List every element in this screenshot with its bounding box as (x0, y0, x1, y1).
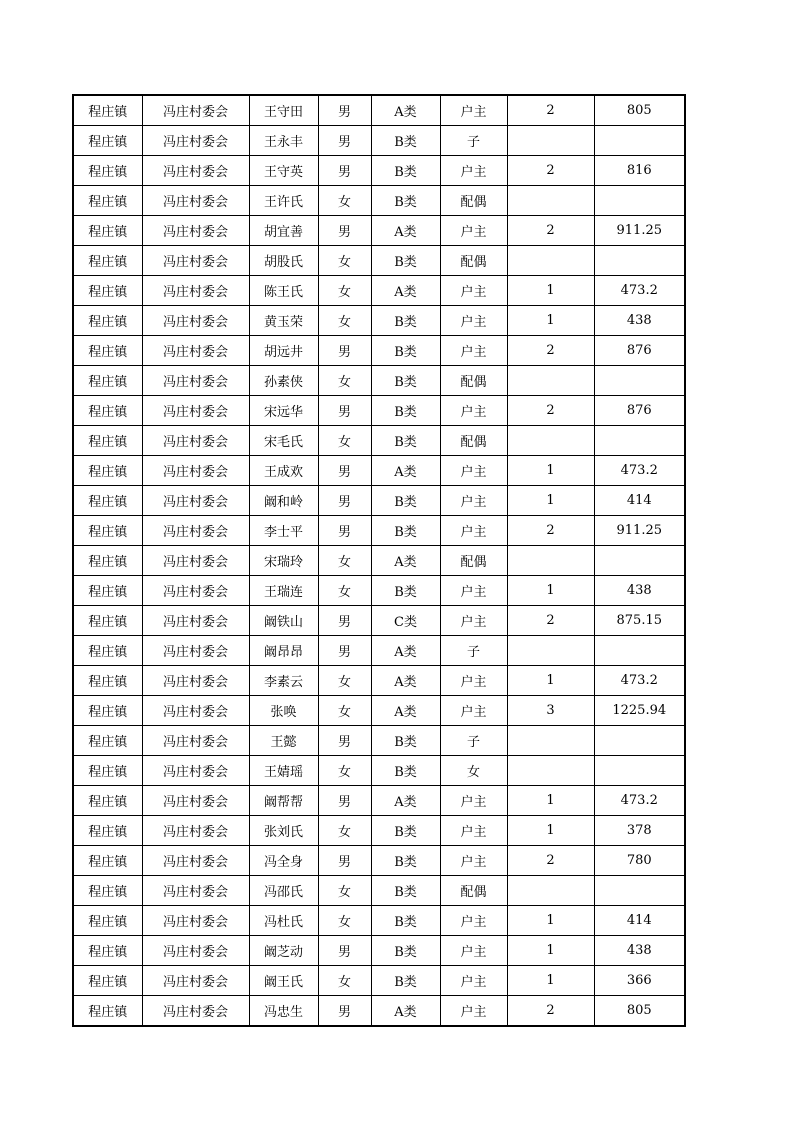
table-row (73, 95, 685, 126)
amount-cell: 911.25 (594, 216, 685, 246)
household-size-cell: 2 (507, 606, 594, 636)
category-cell: B类 (371, 876, 440, 906)
category-cell: A类 (371, 216, 440, 246)
amount-cell: 876 (594, 336, 685, 366)
town-cell: 程庄镇 (73, 456, 142, 486)
name-cell: 王守英 (249, 156, 318, 186)
village-cell: 冯庄村委会 (142, 786, 249, 816)
name-cell: 宋远华 (249, 396, 318, 426)
table-row (73, 216, 685, 246)
category-cell: B类 (371, 966, 440, 996)
relation-cell: 户主 (440, 996, 507, 1027)
town-cell: 程庄镇 (73, 816, 142, 846)
town-cell: 程庄镇 (73, 966, 142, 996)
category-cell: B类 (371, 516, 440, 546)
relation-cell: 户主 (440, 786, 507, 816)
town-cell: 程庄镇 (73, 156, 142, 186)
gender-cell: 女 (318, 756, 371, 786)
amount-cell (594, 636, 685, 666)
village-cell: 冯庄村委会 (142, 246, 249, 276)
amount-cell: 378 (594, 816, 685, 846)
relation-cell: 配偶 (440, 246, 507, 276)
household-size-cell (507, 756, 594, 786)
gender-cell: 男 (318, 846, 371, 876)
town-cell: 程庄镇 (73, 546, 142, 576)
category-cell: A类 (371, 786, 440, 816)
relation-cell: 配偶 (440, 366, 507, 396)
category-cell: B类 (371, 246, 440, 276)
amount-cell: 875.15 (594, 606, 685, 636)
village-cell: 冯庄村委会 (142, 396, 249, 426)
category-cell: C类 (371, 606, 440, 636)
household-size-cell (507, 246, 594, 276)
name-cell: 李士平 (249, 516, 318, 546)
table-row (73, 546, 685, 576)
village-cell: 冯庄村委会 (142, 516, 249, 546)
gender-cell: 男 (318, 156, 371, 186)
table-row (73, 306, 685, 336)
gender-cell: 女 (318, 666, 371, 696)
category-cell: A类 (371, 456, 440, 486)
household-size-cell: 1 (507, 786, 594, 816)
amount-cell: 876 (594, 396, 685, 426)
gender-cell: 男 (318, 726, 371, 756)
category-cell: B类 (371, 366, 440, 396)
gender-cell: 男 (318, 456, 371, 486)
table-row (73, 396, 685, 426)
gender-cell: 女 (318, 696, 371, 726)
household-size-cell: 1 (507, 936, 594, 966)
table-row (73, 726, 685, 756)
relation-cell: 配偶 (440, 546, 507, 576)
category-cell: A类 (371, 696, 440, 726)
household-size-cell (507, 726, 594, 756)
name-cell: 阚铁山 (249, 606, 318, 636)
name-cell: 冯邵氏 (249, 876, 318, 906)
name-cell: 冯全身 (249, 846, 318, 876)
amount-cell: 805 (594, 996, 685, 1027)
amount-cell: 438 (594, 576, 685, 606)
gender-cell: 男 (318, 786, 371, 816)
town-cell: 程庄镇 (73, 186, 142, 216)
table-row (73, 636, 685, 666)
amount-cell (594, 726, 685, 756)
household-size-cell: 1 (507, 456, 594, 486)
name-cell: 阚芝动 (249, 936, 318, 966)
town-cell: 程庄镇 (73, 786, 142, 816)
table-row (73, 906, 685, 936)
category-cell: B类 (371, 396, 440, 426)
household-size-cell (507, 186, 594, 216)
amount-cell (594, 756, 685, 786)
household-size-cell: 2 (507, 396, 594, 426)
table-row (73, 996, 685, 1027)
amount-cell: 911.25 (594, 516, 685, 546)
town-cell: 程庄镇 (73, 696, 142, 726)
household-size-cell: 1 (507, 576, 594, 606)
table-row (73, 486, 685, 516)
relation-cell: 户主 (440, 95, 507, 126)
category-cell: A类 (371, 546, 440, 576)
gender-cell: 男 (318, 486, 371, 516)
name-cell: 宋瑞玲 (249, 546, 318, 576)
table-row (73, 696, 685, 726)
gender-cell: 女 (318, 906, 371, 936)
household-size-cell (507, 546, 594, 576)
household-size-cell: 1 (507, 906, 594, 936)
amount-cell (594, 366, 685, 396)
name-cell: 王守田 (249, 95, 318, 126)
category-cell: B类 (371, 576, 440, 606)
town-cell: 程庄镇 (73, 726, 142, 756)
category-cell: B类 (371, 936, 440, 966)
name-cell: 孙素侠 (249, 366, 318, 396)
name-cell: 阚帮帮 (249, 786, 318, 816)
village-cell: 冯庄村委会 (142, 486, 249, 516)
household-size-cell: 1 (507, 966, 594, 996)
town-cell: 程庄镇 (73, 606, 142, 636)
household-size-cell: 2 (507, 156, 594, 186)
household-size-cell: 2 (507, 516, 594, 546)
name-cell: 张唤 (249, 696, 318, 726)
table-row (73, 456, 685, 486)
household-size-cell: 1 (507, 276, 594, 306)
table-row (73, 336, 685, 366)
village-cell: 冯庄村委会 (142, 426, 249, 456)
name-cell: 王成欢 (249, 456, 318, 486)
village-cell: 冯庄村委会 (142, 606, 249, 636)
relation-cell: 户主 (440, 666, 507, 696)
town-cell: 程庄镇 (73, 336, 142, 366)
name-cell: 冯杜氏 (249, 906, 318, 936)
household-size-cell: 2 (507, 846, 594, 876)
town-cell: 程庄镇 (73, 126, 142, 156)
household-size-cell: 2 (507, 336, 594, 366)
relation-cell: 户主 (440, 846, 507, 876)
town-cell: 程庄镇 (73, 276, 142, 306)
amount-cell: 1225.94 (594, 696, 685, 726)
amount-cell (594, 246, 685, 276)
amount-cell: 414 (594, 486, 685, 516)
town-cell: 程庄镇 (73, 906, 142, 936)
relation-cell: 配偶 (440, 186, 507, 216)
name-cell: 李素云 (249, 666, 318, 696)
village-cell: 冯庄村委会 (142, 996, 249, 1027)
name-cell: 王懿 (249, 726, 318, 756)
gender-cell: 男 (318, 95, 371, 126)
amount-cell: 473.2 (594, 456, 685, 486)
gender-cell: 男 (318, 396, 371, 426)
village-cell: 冯庄村委会 (142, 636, 249, 666)
category-cell: B类 (371, 726, 440, 756)
town-cell: 程庄镇 (73, 576, 142, 606)
town-cell: 程庄镇 (73, 516, 142, 546)
village-cell: 冯庄村委会 (142, 756, 249, 786)
village-cell: 冯庄村委会 (142, 186, 249, 216)
amount-cell: 473.2 (594, 786, 685, 816)
category-cell: B类 (371, 486, 440, 516)
name-cell: 宋毛氏 (249, 426, 318, 456)
table-row (73, 186, 685, 216)
name-cell: 阚和岭 (249, 486, 318, 516)
amount-cell: 805 (594, 95, 685, 126)
category-cell: B类 (371, 186, 440, 216)
category-cell: B类 (371, 126, 440, 156)
relation-cell: 子 (440, 126, 507, 156)
gender-cell: 男 (318, 216, 371, 246)
village-cell: 冯庄村委会 (142, 726, 249, 756)
household-size-cell: 3 (507, 696, 594, 726)
gender-cell: 男 (318, 936, 371, 966)
gender-cell: 女 (318, 306, 371, 336)
table-row (73, 366, 685, 396)
category-cell: B类 (371, 336, 440, 366)
gender-cell: 女 (318, 816, 371, 846)
relation-cell: 子 (440, 726, 507, 756)
name-cell: 张刘氏 (249, 816, 318, 846)
village-cell: 冯庄村委会 (142, 156, 249, 186)
gender-cell: 女 (318, 966, 371, 996)
category-cell: B类 (371, 816, 440, 846)
village-cell: 冯庄村委会 (142, 816, 249, 846)
household-size-cell: 1 (507, 486, 594, 516)
category-cell: A类 (371, 996, 440, 1027)
table-row (73, 936, 685, 966)
village-cell: 冯庄村委会 (142, 906, 249, 936)
village-cell: 冯庄村委会 (142, 576, 249, 606)
household-size-cell: 2 (507, 996, 594, 1027)
gender-cell: 男 (318, 636, 371, 666)
table-row (73, 966, 685, 996)
village-cell: 冯庄村委会 (142, 666, 249, 696)
town-cell: 程庄镇 (73, 306, 142, 336)
table-row (73, 246, 685, 276)
category-cell: B类 (371, 756, 440, 786)
category-cell: A类 (371, 636, 440, 666)
table-row (73, 606, 685, 636)
amount-cell: 816 (594, 156, 685, 186)
town-cell: 程庄镇 (73, 756, 142, 786)
household-size-cell (507, 366, 594, 396)
relation-cell: 户主 (440, 456, 507, 486)
household-size-cell (507, 426, 594, 456)
amount-cell (594, 546, 685, 576)
category-cell: A类 (371, 95, 440, 126)
town-cell: 程庄镇 (73, 246, 142, 276)
town-cell: 程庄镇 (73, 486, 142, 516)
name-cell: 王许氏 (249, 186, 318, 216)
table-row (73, 876, 685, 906)
table-row (73, 576, 685, 606)
category-cell: B类 (371, 846, 440, 876)
village-cell: 冯庄村委会 (142, 95, 249, 126)
amount-cell: 473.2 (594, 276, 685, 306)
relation-cell: 户主 (440, 606, 507, 636)
amount-cell: 438 (594, 306, 685, 336)
gender-cell: 女 (318, 576, 371, 606)
town-cell: 程庄镇 (73, 366, 142, 396)
name-cell: 王永丰 (249, 126, 318, 156)
village-cell: 冯庄村委会 (142, 276, 249, 306)
relation-cell: 户主 (440, 216, 507, 246)
relation-cell: 子 (440, 636, 507, 666)
village-cell: 冯庄村委会 (142, 546, 249, 576)
category-cell: A类 (371, 666, 440, 696)
village-cell: 冯庄村委会 (142, 336, 249, 366)
amount-cell: 473.2 (594, 666, 685, 696)
gender-cell: 女 (318, 366, 371, 396)
gender-cell: 男 (318, 336, 371, 366)
table-row (73, 126, 685, 156)
relation-cell: 户主 (440, 966, 507, 996)
village-cell: 冯庄村委会 (142, 966, 249, 996)
name-cell: 黄玉荣 (249, 306, 318, 336)
category-cell: A类 (371, 276, 440, 306)
town-cell: 程庄镇 (73, 936, 142, 966)
town-cell: 程庄镇 (73, 216, 142, 246)
town-cell: 程庄镇 (73, 636, 142, 666)
town-cell: 程庄镇 (73, 396, 142, 426)
village-cell: 冯庄村委会 (142, 936, 249, 966)
name-cell: 胡股氏 (249, 246, 318, 276)
relation-cell: 户主 (440, 516, 507, 546)
village-cell: 冯庄村委会 (142, 876, 249, 906)
category-cell: B类 (371, 156, 440, 186)
amount-cell: 438 (594, 936, 685, 966)
household-roster-table (72, 94, 686, 1027)
gender-cell: 男 (318, 516, 371, 546)
table-row (73, 516, 685, 546)
household-size-cell (507, 636, 594, 666)
gender-cell: 男 (318, 606, 371, 636)
village-cell: 冯庄村委会 (142, 306, 249, 336)
name-cell: 王瑞连 (249, 576, 318, 606)
category-cell: B类 (371, 426, 440, 456)
table-row (73, 756, 685, 786)
gender-cell: 女 (318, 186, 371, 216)
relation-cell: 户主 (440, 336, 507, 366)
name-cell: 冯忠生 (249, 996, 318, 1027)
relation-cell: 配偶 (440, 426, 507, 456)
household-size-cell: 1 (507, 306, 594, 336)
name-cell: 胡宜善 (249, 216, 318, 246)
household-size-cell: 2 (507, 95, 594, 126)
relation-cell: 户主 (440, 396, 507, 426)
amount-cell (594, 126, 685, 156)
household-size-cell (507, 126, 594, 156)
gender-cell: 女 (318, 876, 371, 906)
amount-cell: 366 (594, 966, 685, 996)
table-row (73, 816, 685, 846)
amount-cell (594, 186, 685, 216)
village-cell: 冯庄村委会 (142, 126, 249, 156)
table-row (73, 666, 685, 696)
name-cell: 陈王氏 (249, 276, 318, 306)
town-cell: 程庄镇 (73, 666, 142, 696)
relation-cell: 女 (440, 756, 507, 786)
household-size-cell: 1 (507, 666, 594, 696)
relation-cell: 户主 (440, 906, 507, 936)
household-size-cell: 1 (507, 816, 594, 846)
village-cell: 冯庄村委会 (142, 366, 249, 396)
relation-cell: 户主 (440, 936, 507, 966)
village-cell: 冯庄村委会 (142, 456, 249, 486)
table-row (73, 276, 685, 306)
village-cell: 冯庄村委会 (142, 216, 249, 246)
category-cell: B类 (371, 906, 440, 936)
gender-cell: 女 (318, 276, 371, 306)
name-cell: 胡远井 (249, 336, 318, 366)
name-cell: 阚王氏 (249, 966, 318, 996)
amount-cell: 780 (594, 846, 685, 876)
household-size-cell (507, 876, 594, 906)
relation-cell: 户主 (440, 156, 507, 186)
town-cell: 程庄镇 (73, 876, 142, 906)
gender-cell: 女 (318, 546, 371, 576)
name-cell: 阚昂昂 (249, 636, 318, 666)
table-row (73, 156, 685, 186)
relation-cell: 户主 (440, 696, 507, 726)
town-cell: 程庄镇 (73, 996, 142, 1027)
table-row (73, 846, 685, 876)
relation-cell: 户主 (440, 576, 507, 606)
amount-cell: 414 (594, 906, 685, 936)
amount-cell (594, 426, 685, 456)
village-cell: 冯庄村委会 (142, 696, 249, 726)
village-cell: 冯庄村委会 (142, 846, 249, 876)
gender-cell: 女 (318, 246, 371, 276)
category-cell: B类 (371, 306, 440, 336)
amount-cell (594, 876, 685, 906)
relation-cell: 户主 (440, 816, 507, 846)
name-cell: 王婧瑶 (249, 756, 318, 786)
table-body (73, 95, 685, 1026)
table-row (73, 426, 685, 456)
gender-cell: 男 (318, 996, 371, 1027)
town-cell: 程庄镇 (73, 95, 142, 126)
gender-cell: 女 (318, 426, 371, 456)
relation-cell: 户主 (440, 306, 507, 336)
household-size-cell: 2 (507, 216, 594, 246)
relation-cell: 户主 (440, 486, 507, 516)
relation-cell: 配偶 (440, 876, 507, 906)
gender-cell: 男 (318, 126, 371, 156)
table-row (73, 786, 685, 816)
relation-cell: 户主 (440, 276, 507, 306)
town-cell: 程庄镇 (73, 426, 142, 456)
town-cell: 程庄镇 (73, 846, 142, 876)
